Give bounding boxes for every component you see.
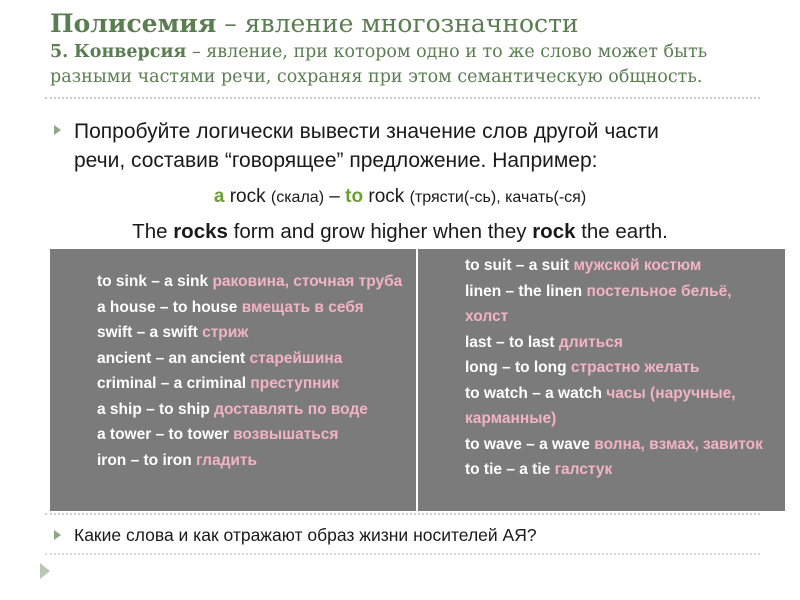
row-translation: постельное бельё, холст: [465, 282, 732, 325]
example-noun: rock: [229, 186, 266, 207]
row-english: to tie – a tie: [465, 461, 551, 478]
task-line2: речи, составив “говорящее” предложение. Например:: [74, 149, 598, 172]
slide-title: [50, 8, 780, 90]
footer-divider: [45, 553, 760, 555]
row-english: to watch – a watch: [465, 384, 602, 402]
row-translation: старейшина: [249, 349, 343, 367]
table-left-column: [50, 249, 418, 511]
row-english: linen – the linen: [465, 282, 583, 300]
table-row: [97, 295, 406, 321]
row-translation: раковина, сточная труба: [212, 273, 403, 290]
title-rest: явление многозначности: [244, 9, 579, 38]
row-english: criminal – a criminal: [97, 375, 247, 392]
row-translation: длиться: [558, 333, 623, 351]
triangle-bullet-icon: [54, 530, 61, 540]
table-row: [97, 371, 406, 397]
title-line: [50, 8, 780, 40]
row-translation: гладить: [196, 451, 258, 469]
sentence-the: The: [132, 220, 168, 243]
table-row: [465, 253, 775, 279]
table-row: [97, 269, 406, 295]
title-term: Полисемия: [50, 9, 217, 38]
sentence-rock: rock: [532, 220, 576, 243]
example-words: [0, 186, 800, 208]
row-translation: часы (наручные, карманные): [465, 384, 736, 427]
row-translation: стриж: [202, 324, 249, 341]
row-english: last – to last: [465, 333, 555, 351]
row-english: to sink – a sink: [97, 273, 209, 290]
table-divider: [45, 513, 760, 515]
table-row: [97, 448, 406, 474]
subtitle-line2: разными частями речи, сохраняя при этом семантическую общность.: [50, 67, 703, 87]
row-translation: галстук: [554, 461, 613, 478]
question-text: Какие слова и как отражают образ жизни носителей АЯ?: [74, 525, 537, 545]
example-sentence: [0, 220, 800, 244]
sentence-mid: form and grow higher when they: [233, 220, 527, 243]
row-english: a tower – to tower: [97, 426, 229, 443]
conversion-table: [50, 249, 785, 511]
row-english: a house – to house: [97, 298, 238, 316]
next-slide-arrow-icon[interactable]: [40, 563, 50, 579]
sentence-end: the earth.: [581, 220, 668, 243]
table-row: [465, 279, 775, 330]
row-translation: вмещать в себя: [241, 298, 364, 316]
example-noun-translation: (скала): [270, 189, 325, 206]
row-english: a ship – to ship: [97, 400, 210, 418]
example-verb: rock: [368, 186, 405, 207]
table-right-column: [418, 249, 785, 511]
row-translation: возвышаться: [233, 426, 339, 443]
task-text: [74, 117, 764, 175]
row-english: to wave – a wave: [465, 435, 590, 453]
subtitle-dash: –: [191, 42, 201, 62]
table-row: [97, 422, 406, 448]
row-english: ancient – an ancient: [97, 349, 246, 367]
table-row: [97, 346, 406, 372]
row-translation: доставлять по воде: [214, 400, 368, 418]
title-dash: –: [224, 9, 237, 38]
sentence-rocks: rocks: [173, 220, 228, 243]
row-english: iron – to iron: [97, 451, 192, 469]
subtitle-num: 5.: [50, 42, 69, 62]
row-translation: волна, взмах, завиток: [594, 435, 763, 453]
table-row: [465, 355, 775, 381]
table-row: [465, 330, 775, 356]
row-english: to suit – a suit: [465, 257, 570, 274]
row-translation: мужской костюм: [573, 257, 702, 274]
triangle-bullet-icon: [54, 125, 61, 135]
example-article: a: [213, 186, 225, 207]
subtitle: [50, 40, 780, 90]
example-to: to: [345, 186, 364, 207]
table-row: [465, 457, 775, 483]
subtitle-term: Конверсия: [73, 42, 187, 62]
table-row: [97, 397, 406, 423]
table-row: [465, 432, 775, 458]
example-dash: –: [329, 186, 340, 207]
row-english: long – to long: [465, 359, 567, 376]
example-verb-translation: (трясти(-сь), качать(-ся): [409, 189, 587, 206]
row-translation: преступник: [250, 375, 339, 392]
row-translation: страстно желать: [570, 359, 700, 376]
task-line1: Попробуйте логически вывести значение слов другой части: [74, 120, 659, 143]
row-english: swift – a swift: [97, 324, 198, 341]
table-row: [97, 320, 406, 346]
subtitle-line1-rest: явление, при котором одно и то же слово может быть: [206, 42, 708, 62]
title-divider: [45, 97, 760, 99]
table-row: [465, 381, 775, 432]
